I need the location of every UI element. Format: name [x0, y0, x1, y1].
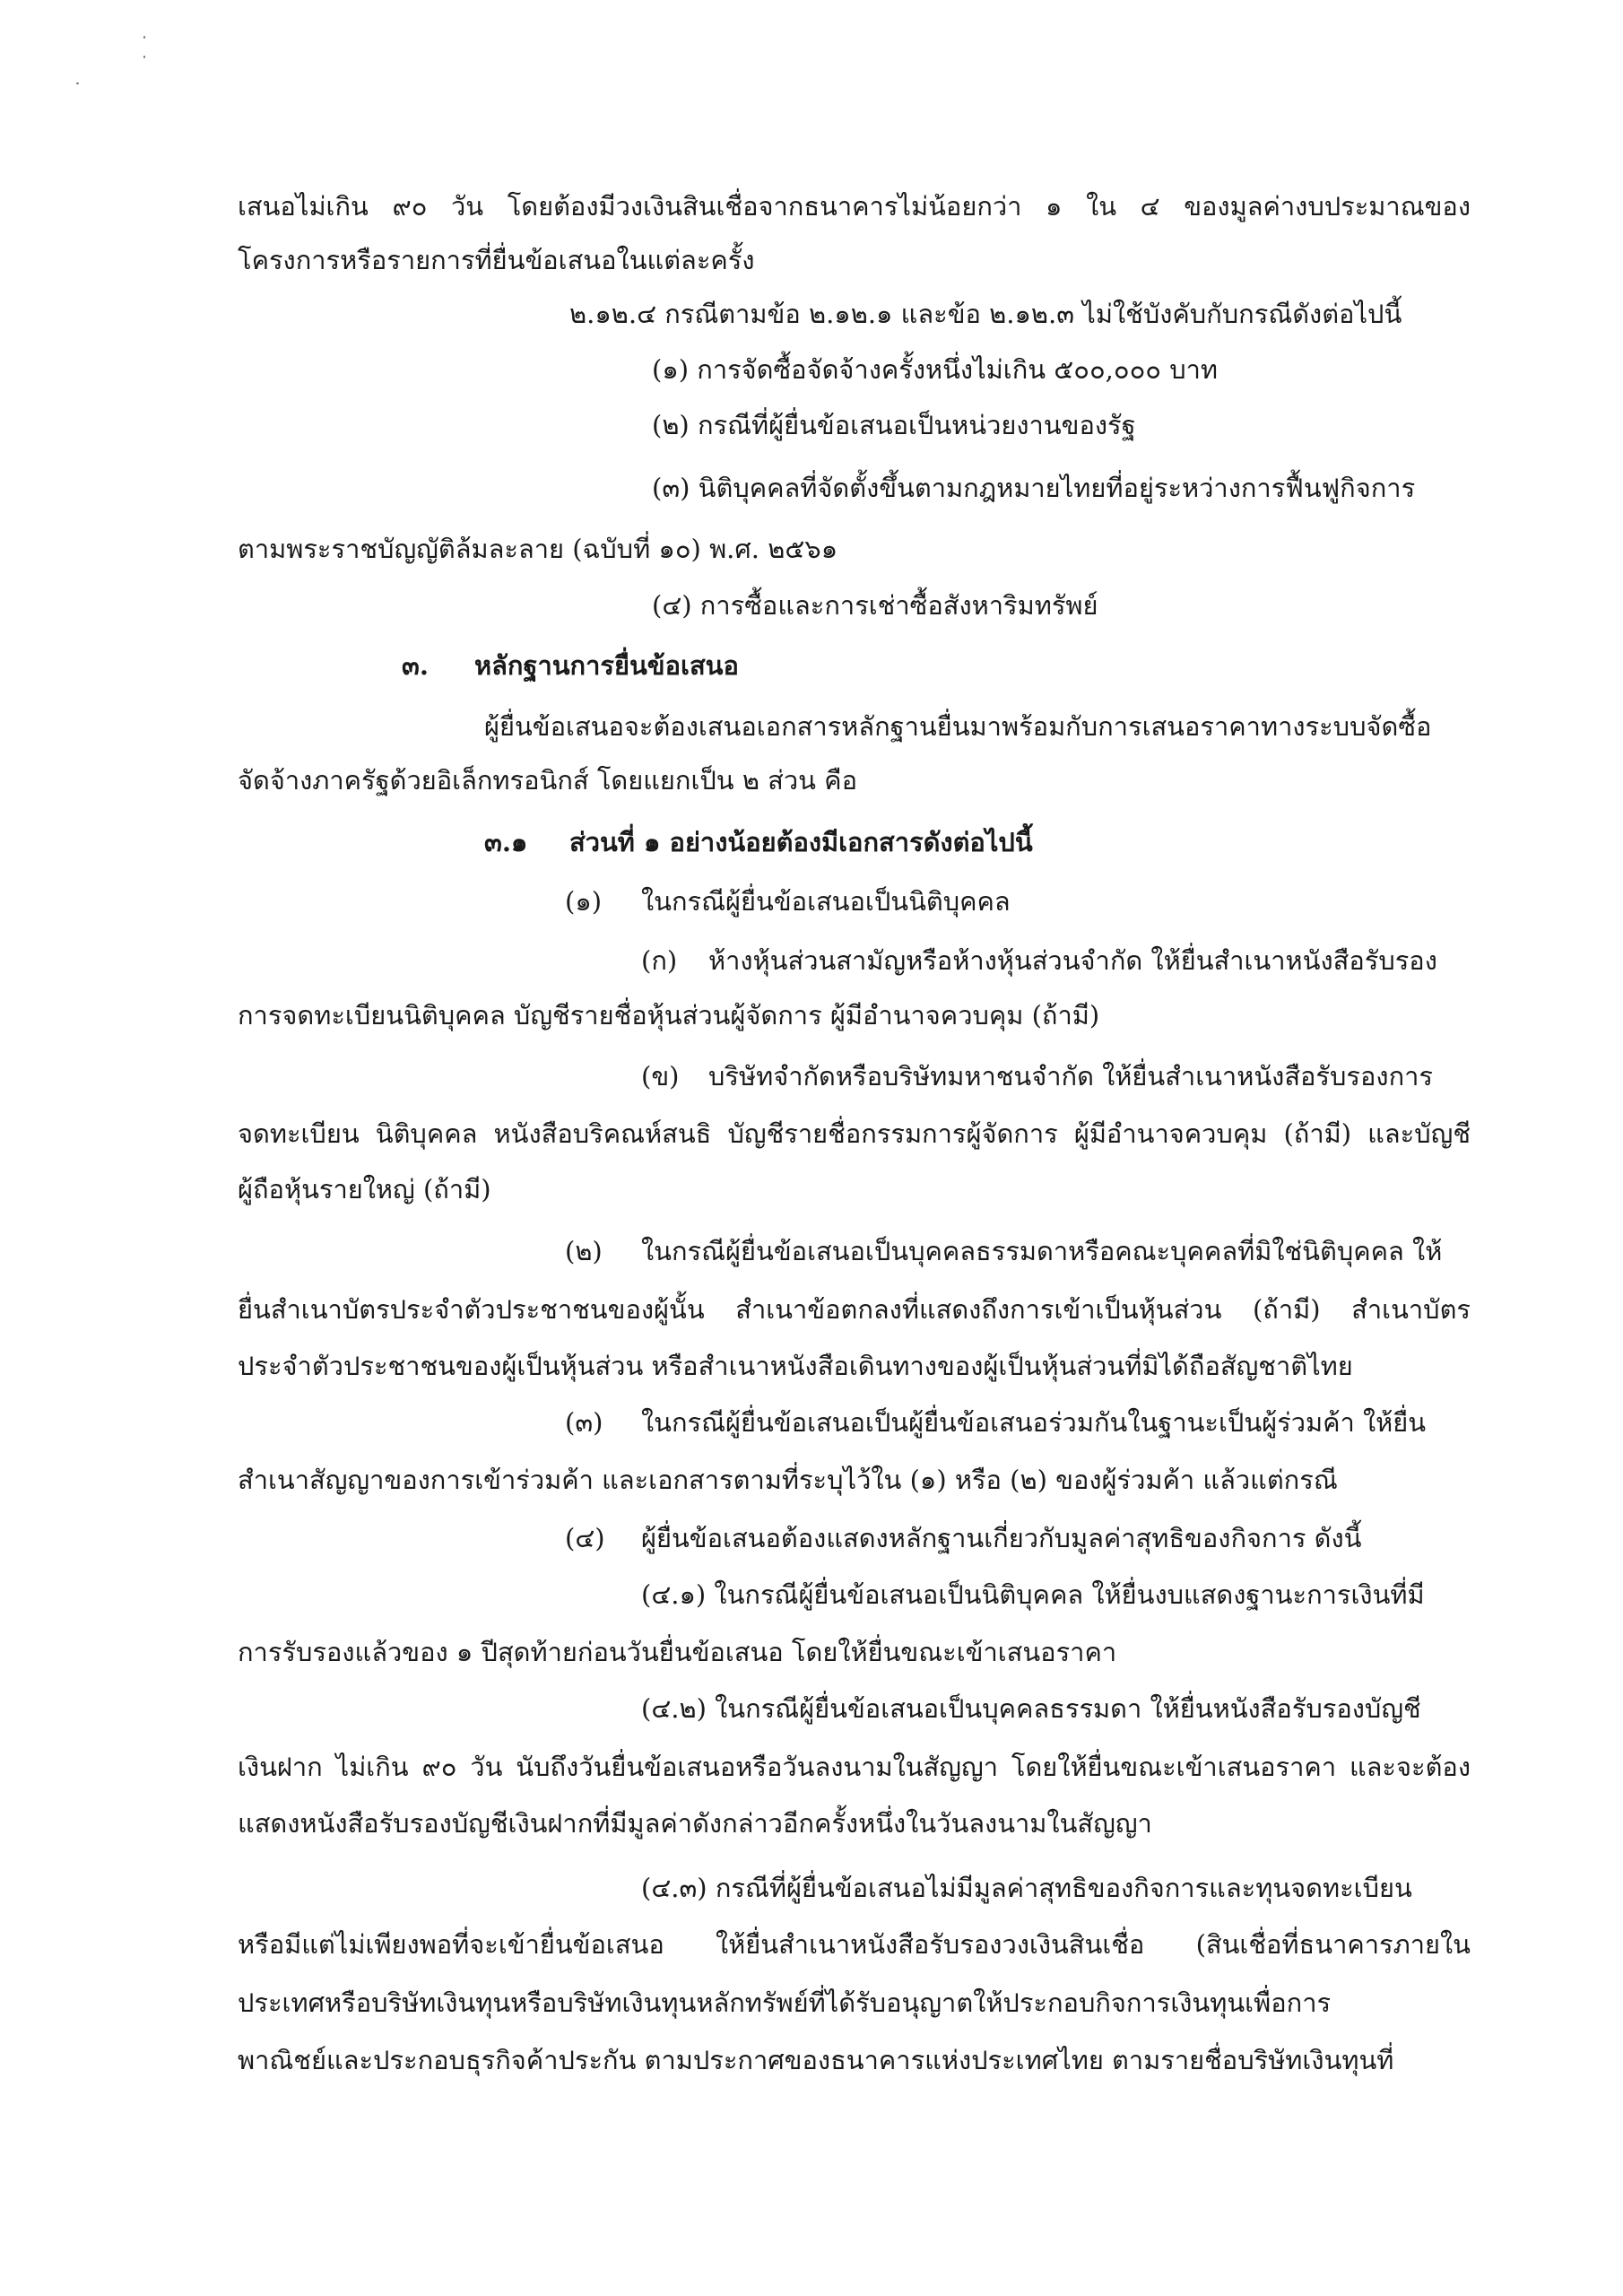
section-3-1-title: ส่วนที่ ๑ อย่างน้อยต้องมีเอกสารดังต่อไปนี้	[569, 827, 1033, 857]
text-line: ประเทศหรือบริษัทเงินทุนหรือบริษัทเงินทุนหลักทรัพย์ที่ได้รับอนุญาตให้ประกอบกิจการเงินทุนเพื่อการ	[238, 1987, 1332, 2018]
section-3-number: ๓.	[402, 650, 429, 681]
text-line: ตามพระราชบัญญัติล้มละลาย (ฉบับที่ ๑๐) พ.ศ. ๒๕๖๑	[238, 534, 838, 564]
text-line: (๑) การจัดซื้อจัดจ้างครั้งหนึ่งไม่เกิน ๕๐๐,๐๐๐ บาท	[652, 354, 1219, 385]
scan-dot-1	[143, 36, 145, 39]
text-line: (๓) นิติบุคคลที่จัดตั้งขึ้นตามกฎหมายไทยที่อยู่ระหว่างการฟื้นฟูกิจการ	[652, 473, 1416, 503]
text-line: โครงการหรือรายการที่ยื่นข้อเสนอในแต่ละครั้ง	[238, 245, 755, 275]
text-line: แสดงหนังสือรับรองบัญชีเงินฝากที่มีมูลค่าดังกล่าวอีกครั้งหนึ่งในวันลงนามในสัญญา	[238, 1808, 1152, 1839]
section-3-title: หลักฐานการยื่นข้อเสนอ	[474, 650, 739, 681]
text-line: (๔) การซื้อและการเช่าซื้อสังหาริมทรัพย์	[652, 590, 1098, 621]
item-marker: (๔)	[565, 1523, 605, 1553]
text-line: การรับรองแล้วของ ๑ ปีสุดท้ายก่อนวันยื่นข้อเสนอ โดยให้ยื่นขณะเข้าเสนอราคา	[238, 1637, 1117, 1667]
text-line: เสนอไม่เกิน ๙๐ วัน โดยต้องมีวงเงินสินเชื่อจากธนาคารไม่น้อยกว่า ๑ ใน ๔ ของมูลค่างบประมาณของ	[238, 191, 1471, 222]
text-line: ในกรณีผู้ยื่นข้อเสนอเป็นบุคคลธรรมดาหรือคณะบุคคลที่มิใช่นิติบุคคล ให้	[641, 1236, 1443, 1266]
text-line: (๔.๓) กรณีที่ผู้ยื่นข้อเสนอไม่มีมูลค่าสุทธิของกิจการและทุนจดทะเบียน	[641, 1873, 1412, 1903]
text-line: ผู้ยื่นข้อเสนอจะต้องเสนอเอกสารหลักฐานยื่นมาพร้อมกับการเสนอราคาทางระบบจัดซื้อ	[484, 711, 1432, 742]
text-line: สำเนาสัญญาของการเข้าร่วมค้า และเอกสารตามที่ระบุไว้ใน (๑) หรือ (๒) ของผู้ร่วมค้า แล้วแต่กรณี	[238, 1465, 1338, 1495]
text-line: ยื่นสำเนาบัตรประจำตัวประชาชนของผู้นั้น สำเนาข้อตกลงที่แสดงถึงการเข้าเป็นหุ้นส่วน (ถ้ามี) สำเนาบัตร	[238, 1294, 1471, 1325]
section-3-1-number: ๓.๑	[484, 827, 528, 857]
text-line: จัดจ้างภาครัฐด้วยอิเล็กทรอนิกส์ โดยแยกเป็น ๒ ส่วน คือ	[238, 765, 858, 796]
item-marker: (ข)	[641, 1061, 680, 1091]
text-line: ๒.๑๒.๔ กรณีตามข้อ ๒.๑๒.๑ และข้อ ๒.๑๒.๓ ไม่ใช้บังคับกับกรณีดังต่อไปนี้	[569, 299, 1402, 329]
text-line: ผู้ถือหุ้นรายใหญ่ (ถ้ามี)	[238, 1174, 491, 1205]
text-line: การจดทะเบียนนิติบุคคล บัญชีรายชื่อหุ้นส่วนผู้จัดการ ผู้มีอำนาจควบคุม (ถ้ามี)	[238, 1000, 1100, 1031]
scan-dot-2	[143, 56, 145, 58]
item-marker: (ก)	[641, 945, 678, 976]
text-line: (๔.๒) ในกรณีผู้ยื่นข้อเสนอเป็นบุคคลธรรมดา ให้ยื่นหนังสือรับรองบัญชี	[641, 1693, 1421, 1724]
text-line: ผู้ยื่นข้อเสนอต้องแสดงหลักฐานเกี่ยวกับมูลค่าสุทธิของกิจการ ดังนี้	[641, 1523, 1362, 1553]
text-line: ห้างหุ้นส่วนสามัญหรือห้างหุ้นส่วนจำกัด ให้ยื่นสำเนาหนังสือรับรอง	[708, 945, 1437, 976]
text-line: (๔.๑) ในกรณีผู้ยื่นข้อเสนอเป็นนิติบุคคล ให้ยื่นงบแสดงฐานะการเงินที่มี	[641, 1579, 1425, 1610]
text-line: ในกรณีผู้ยื่นข้อเสนอเป็นผู้ยื่นข้อเสนอร่วมกันในฐานะเป็นผู้ร่วมค้า ให้ยื่น	[641, 1407, 1427, 1438]
text-line: บริษัทจำกัดหรือบริษัทมหาชนจำกัด ให้ยื่นสำเนาหนังสือรับรองการ	[708, 1061, 1433, 1091]
text-line: พาณิชย์และประกอบธุรกิจค้าประกัน ตามประกาศของธนาคารแห่งประเทศไทย ตามรายชื่อบริษัทเงินทุนที่	[238, 2045, 1394, 2075]
item-marker: (๓)	[565, 1407, 603, 1438]
text-line: จดทะเบียน นิติบุคคล หนังสือบริคณห์สนธิ บัญชีรายชื่อกรรมการผู้จัดการ ผู้มีอำนาจควบคุม (ถ้ามี) และบัญชี	[238, 1118, 1471, 1149]
text-line: (๒) กรณีที่ผู้ยื่นข้อเสนอเป็นหน่วยงานของรัฐ	[652, 410, 1136, 440]
text-line: เงินฝาก ไม่เกิน ๙๐ วัน นับถึงวันยื่นข้อเสนอหรือวันลงนามในสัญญา โดยให้ยื่นขณะเข้าเสนอราคา และจะต้อง	[238, 1752, 1471, 1782]
item-marker: (๒)	[565, 1236, 603, 1266]
text-line: ประจำตัวประชาชนของผู้เป็นหุ้นส่วน หรือสำเนาหนังสือเดินทางของผู้เป็นหุ้นส่วนที่มิได้ถือสัญชาติไทย	[238, 1351, 1353, 1381]
text-line: ในกรณีผู้ยื่นข้อเสนอเป็นนิติบุคคล	[641, 886, 1011, 917]
item-marker: (๑)	[565, 886, 603, 917]
text-line: หรือมีแต่ไม่เพียงพอที่จะเข้ายื่นข้อเสนอ ให้ยื่นสำเนาหนังสือรับรองวงเงินสินเชื่อ (สินเชื่อที่ธนาคารภายใน	[238, 1929, 1471, 1960]
scan-dot-3	[76, 83, 79, 84]
